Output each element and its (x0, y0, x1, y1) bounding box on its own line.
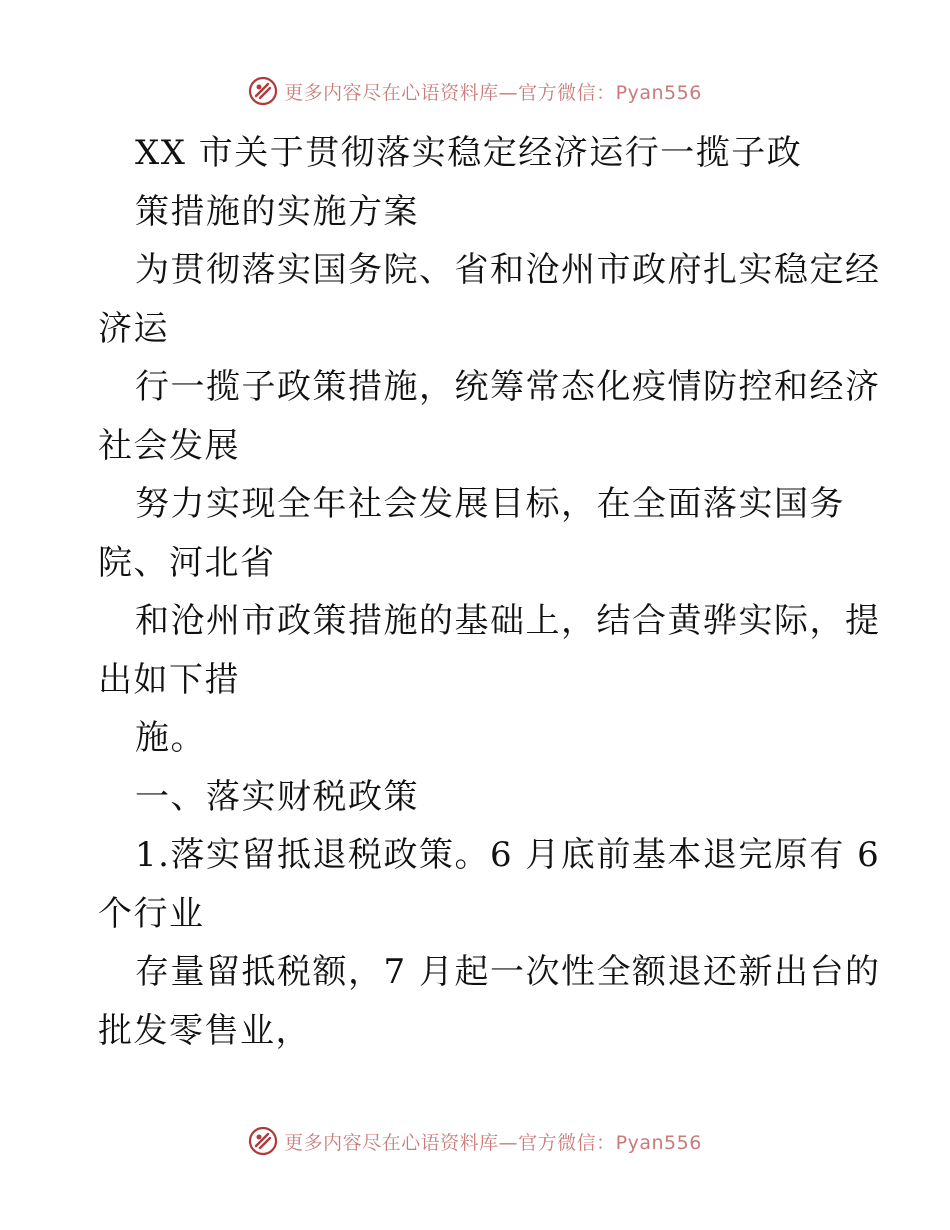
section-heading: 一、落实财税政策 (135, 776, 419, 817)
red-seal-logo-icon (248, 76, 278, 106)
text-line: 施。 (135, 718, 206, 758)
text-line: 努力实现全年社会发展目标，在全面落实国务 (135, 484, 845, 524)
document-body (98, 124, 881, 1060)
header-watermark (0, 71, 950, 111)
text-line: 院、河北省 (98, 542, 276, 583)
text-line: 1.落实留抵退税政策。6 月底前基本退完原有 6 (135, 835, 881, 875)
text-line: 济运 (98, 308, 169, 349)
text-line: 存量留抵税额，7 月起一次性全额退还新出台的 (135, 952, 881, 992)
red-seal-logo-icon (248, 1126, 278, 1156)
text-line: XX 市关于贯彻落实稳定经济运行一揽子政 (135, 133, 803, 173)
watermark-text: 更多内容尽在心语资料库—官方微信：Pyan556 (284, 1131, 702, 1154)
text-line: 出如下措 (98, 659, 240, 700)
text-line: 和沧州市政策措施的基础上，结合黄骅实际，提 (135, 601, 881, 641)
text-line: 行一揽子政策措施，统筹常态化疫情防控和经济 (135, 367, 881, 407)
text-line: 策措施的实施方案 (135, 191, 419, 232)
text-line: 批发零售业， (98, 1010, 311, 1051)
text-line: 个行业 (98, 893, 205, 934)
text-line: 为贯彻落实国务院、省和沧州市政府扎实稳定经 (135, 250, 881, 290)
watermark-text: 更多内容尽在心语资料库—官方微信：Pyan556 (284, 81, 702, 104)
footer-watermark (0, 1121, 950, 1161)
text-line: 社会发展 (98, 425, 240, 466)
